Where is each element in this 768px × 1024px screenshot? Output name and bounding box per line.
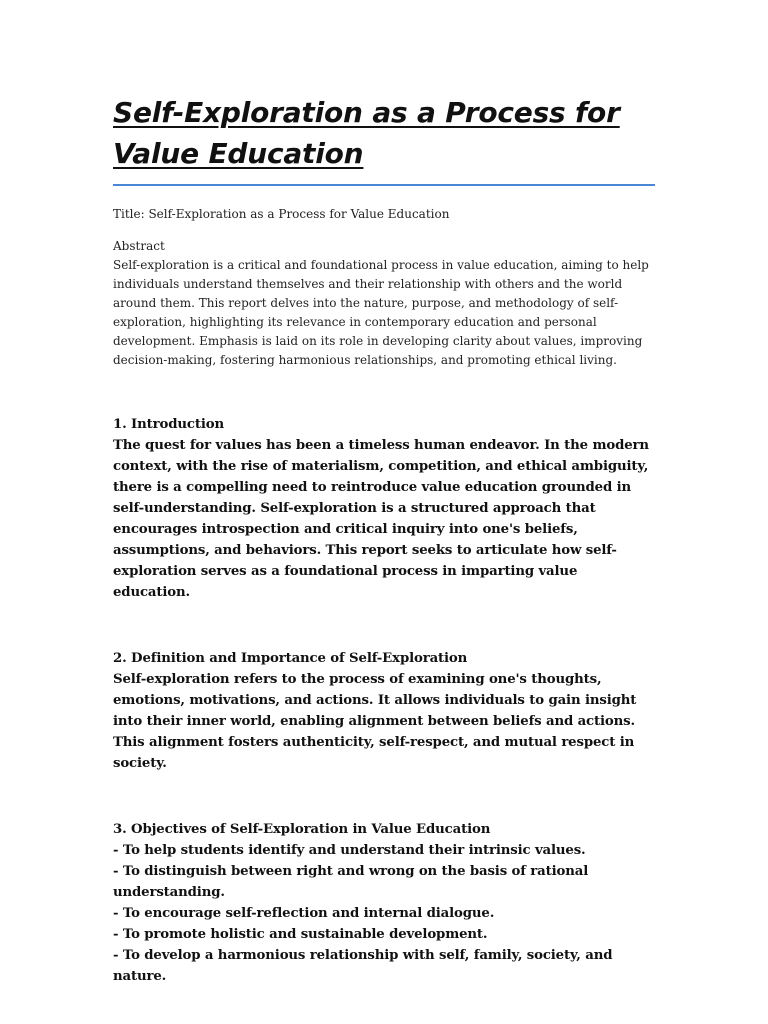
list-item: - To promote holistic and sustainable development. bbox=[113, 927, 488, 942]
title-line: Title: Self-Exploration as a Process for Value Education bbox=[113, 207, 450, 221]
section-heading: 1. Introduction bbox=[113, 417, 224, 432]
abstract-body: Self-exploration is a critical and foundational process in value education, aiming to help individuals understand themselves and their relationship with others and the world around them. This report delves into the nature, purpose, and methodology of self-exploration, highlighting its relevance in contemporary education and personal development. Emphasis is laid on its role in developing clarity about values, improving decision-making, fostering harmonious relationships, and promoting ethical living. bbox=[113, 258, 649, 367]
list-item: - To help students identify and understand their intrinsic values. bbox=[113, 843, 586, 858]
section-heading: 2. Definition and Importance of Self-Exploration bbox=[113, 651, 468, 666]
abstract-block bbox=[113, 237, 655, 370]
section-body: The quest for values has been a timeless human endeavor. In the modern context, with the rise of materialism, competition, and ethical ambiguity, there is a compelling need to reintroduce value education grounded in self-understanding. Self-exploration is a structured approach that encourages introspection and critical inquiry into one's beliefs, assumptions, and behaviors. This report seeks to articulate how self-exploration serves as a foundational process in imparting value education. bbox=[113, 438, 649, 600]
section-heading: 3. Objectives of Self-Exploration in Value Education bbox=[113, 822, 491, 837]
list-item: - To encourage self-reflection and internal dialogue. bbox=[113, 906, 495, 921]
section-objectives bbox=[113, 819, 655, 987]
list-item: - To distinguish between right and wrong on the basis of rational understanding. bbox=[113, 864, 589, 900]
abstract-heading: Abstract bbox=[113, 239, 165, 253]
document-title: Self-Exploration as a Process for Value Education bbox=[113, 96, 620, 170]
section-introduction bbox=[113, 414, 655, 603]
title-divider bbox=[113, 184, 655, 186]
section-body: Self-exploration refers to the process of examining one's thoughts, emotions, motivations, and actions. It allows individuals to gain insight into their inner world, enabling alignment between beliefs and actions. This alignment fosters authenticity, self-respect, and mutual respect in society. bbox=[113, 672, 637, 771]
section-definition bbox=[113, 648, 655, 774]
document-page bbox=[113, 92, 655, 987]
list-item: - To develop a harmonious relationship with self, family, society, and nature. bbox=[113, 948, 613, 984]
